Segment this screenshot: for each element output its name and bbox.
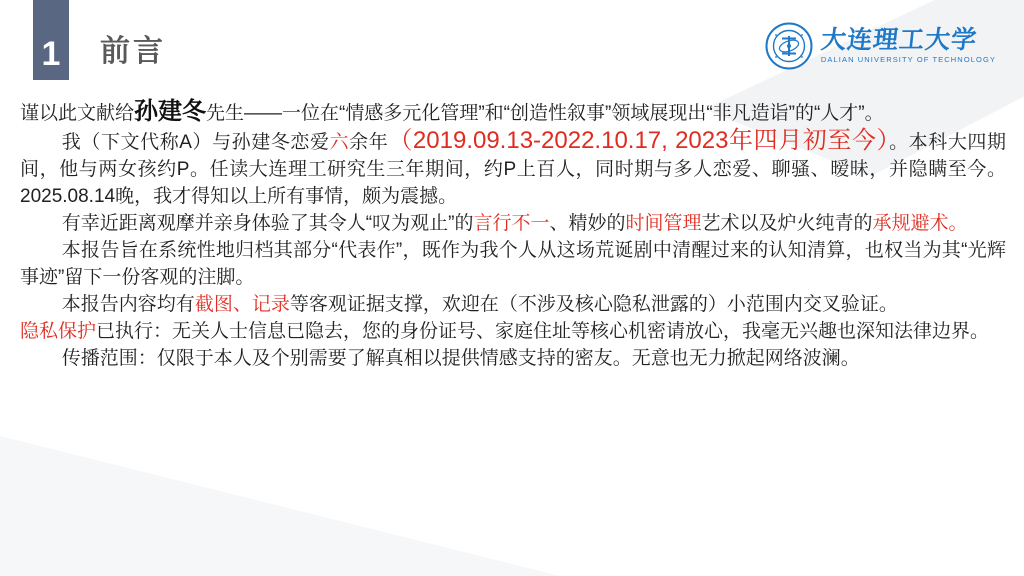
text-segment: 等客观证据支撑，欢迎在（不涉及核心隐私泄露的）小范围内交叉验证。 [289,294,898,315]
university-logo [765,22,996,70]
university-emblem-icon [765,22,813,70]
university-logo-text [821,28,996,64]
text-segment: 本报告内容均有 [61,294,195,315]
university-name-cn: 大连理工大学 [819,27,979,55]
text-segment: 、精妙的 [549,213,626,234]
text-segment: 时间管理 [625,213,702,234]
slide-body [20,98,1006,372]
text-segment: 隐私保护 [20,321,97,342]
text-segment: 六 [329,132,350,153]
corner-ribbon-bottom-left [0,436,560,576]
text-segment: 孙建冬 [134,98,207,125]
text-segment: 先生——一位在“情感多元化管理”和“创造性叙事”领域展现出“非凡造诣”的“人才”。 [206,103,884,124]
relationship-paragraph [20,127,1006,210]
dedication-line [20,98,1006,127]
text-segment: 有幸近距离观摩并亲身体验了其令人“叹为观止”的 [61,213,474,234]
text-segment: 艺术以及炉火纯青的 [701,213,873,234]
privacy-paragraph [20,318,1006,345]
text-segment: 传播范围：仅限于本人及个别需要了解真相以提供情感支持的密友。无意也无力掀起网络波澜。 [61,348,860,369]
page-title: 前言 [100,35,166,68]
evidence-paragraph [20,291,1006,318]
text-segment: 。本科大四期间，他与两女孩约P。任读大连理工研究生三年期间，约P上百人，同时期与多人恋爱、聊骚、暧昧，并隐瞒至今。2025.08.14晚，我才得知以上所有事情，颇为震撼。 [20,132,1006,207]
text-segment: 承规避术。 [872,213,968,234]
text-segment: 余年 [349,132,389,153]
text-segment: 截图、记录 [194,294,290,315]
text-segment: 言行不一 [473,213,550,234]
text-segment: 本报告旨在系统性地归档其部分“代表作”，既作为我个人从这场荒诞剧中清醒过来的认知清算，也权当为其“光辉事迹”留下一份客观的注脚。 [20,240,1006,288]
university-name-en: DALIAN UNIVERSITY OF TECHNOLOGY [820,55,996,65]
text-segment: 我（下文代称A）与孙建冬恋爱 [61,132,330,153]
text-segment: 已执行：无关人士信息已隐去，您的身份证号、家庭住址等核心机密请放心，我毫无兴趣也深知法律边界。 [96,321,990,342]
text-segment: （2019.09.13-2022.10.17, 2023年四月初至今） [388,127,890,154]
text-segment: 谨以此文献给 [20,103,135,124]
section-number-badge [33,0,69,80]
section-number: 1 [41,35,61,73]
purpose-paragraph [20,237,1006,291]
observation-paragraph [20,210,1006,237]
scope-paragraph [20,345,1006,372]
